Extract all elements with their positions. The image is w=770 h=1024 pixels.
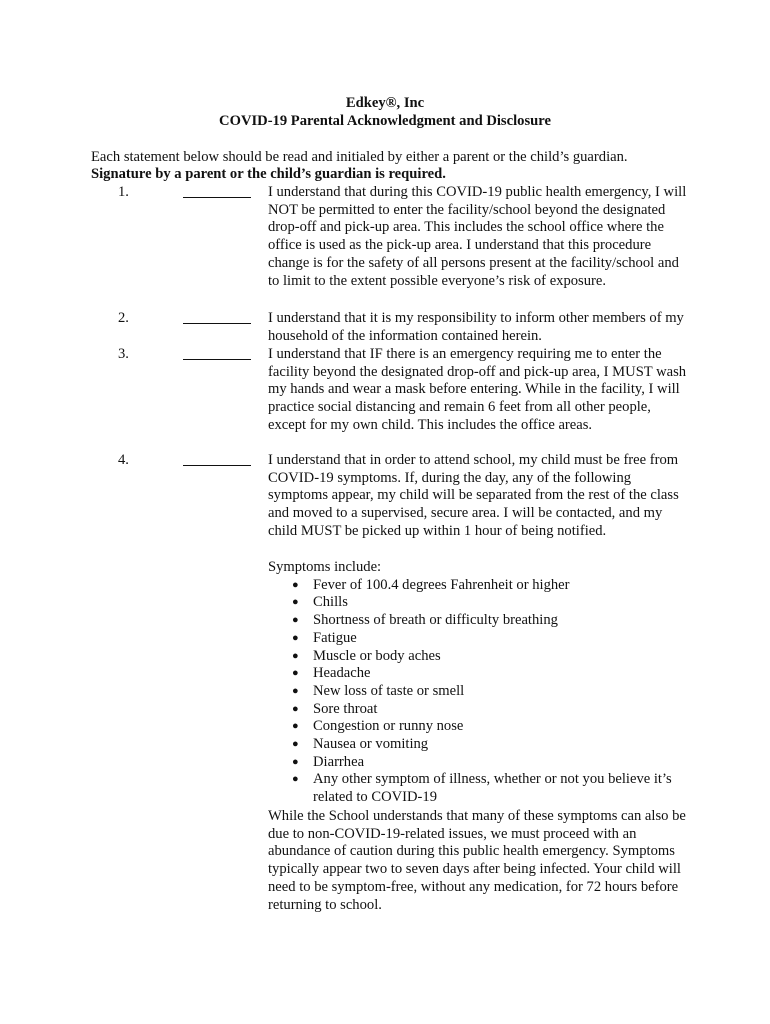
document-title: COVID-19 Parental Acknowledgment and Disclosure bbox=[219, 113, 551, 129]
bullet-icon: ● bbox=[292, 578, 299, 591]
list-item: ● Sore throat bbox=[292, 700, 378, 717]
list-item: ● Shortness of breath or difficulty breathing bbox=[292, 612, 558, 629]
list-item: ● Any other symptom of illness, whether or not you believe it’s related to COVID-19 bbox=[292, 771, 672, 806]
bullet-icon: ● bbox=[292, 738, 299, 751]
statement-number: 4. bbox=[118, 452, 129, 468]
statement-text: I understand that IF there is an emergency requiring me to enter the facility beyond the designated drop-off and pick-up area, I MUST wash my hands and wear a mask before entering. While in the facility, I will practice social distancing and remain 6 feet from all other people, except for my own child. This includes the office areas. bbox=[268, 346, 687, 433]
signature-requirement: Signature by a parent or the child’s guardian is required. bbox=[91, 166, 446, 182]
initial-line[interactable] bbox=[183, 197, 251, 198]
bullet-icon: ● bbox=[292, 755, 299, 768]
bullet-icon: ● bbox=[292, 720, 299, 733]
statement-number: 1. bbox=[118, 184, 129, 200]
statement-number: 2. bbox=[118, 310, 129, 326]
list-item: ● Headache bbox=[292, 665, 371, 682]
initial-line[interactable] bbox=[183, 323, 251, 324]
statement-text: I understand that in order to attend school, my child must be free from COVID-19 symptoms. If, during the day, any of the following symptoms appear, my child will be separated from the rest of the class and moved to a supervised, secure area. I will be contacted, and my child MUST be picked up within 1 hour of being notified. bbox=[268, 452, 679, 539]
list-item: ● New loss of taste or smell bbox=[292, 682, 465, 699]
intro-text: Each statement below should be read and initialed by either a parent or the child’s guardian. bbox=[91, 149, 628, 165]
bullet-icon: ● bbox=[292, 684, 299, 697]
bullet-icon: ● bbox=[292, 631, 299, 644]
initial-line[interactable] bbox=[183, 359, 251, 360]
bullet-icon: ● bbox=[292, 773, 299, 786]
symptoms-heading: Symptoms include: bbox=[268, 559, 382, 575]
bullet-icon: ● bbox=[292, 614, 299, 627]
bullet-icon: ● bbox=[292, 596, 299, 609]
list-item: ● Nausea or vomiting bbox=[292, 736, 429, 753]
list-item: ● Chills bbox=[292, 594, 348, 611]
bullet-icon: ● bbox=[292, 649, 299, 662]
closing-paragraph: While the School understands that many of these symptoms can also be due to non-COVID-19-related issues, we must proceed with an abundance of caution during this public health emergency. Symptoms typically appear two to seven days after being infected. Your child will need to be symptom-free, without any medication, for 72 hours before returning to school. bbox=[268, 808, 686, 913]
list-item: ● Diarrhea bbox=[292, 753, 365, 770]
statement-text: I understand that during this COVID-19 public health emergency, I will NOT be permitted to enter the facility/school beyond the designated drop-off and pick-up area. This includes the school office where the office is used as the pick-up area. I understand that this procedure change is for the safety of all persons present at the facility/school and to limit to the extent possible everyone’s risk of exposure. bbox=[268, 184, 687, 289]
bullet-icon: ● bbox=[292, 667, 299, 680]
statement-text: I understand that it is my responsibility to inform other members of my household of the information contained herein. bbox=[268, 310, 684, 344]
bullet-icon: ● bbox=[292, 702, 299, 715]
initial-line[interactable] bbox=[183, 465, 251, 466]
company-name: Edkey®, Inc bbox=[345, 95, 425, 111]
symptoms-list bbox=[268, 577, 698, 807]
list-item: ● Congestion or runny nose bbox=[292, 718, 464, 735]
list-item: ● Fever of 100.4 degrees Fahrenheit or higher bbox=[292, 576, 570, 593]
symptoms-section bbox=[268, 559, 698, 807]
statement-number: 3. bbox=[118, 346, 129, 362]
list-item: ● Muscle or body aches bbox=[292, 647, 441, 664]
list-item: ● Fatigue bbox=[292, 629, 357, 646]
